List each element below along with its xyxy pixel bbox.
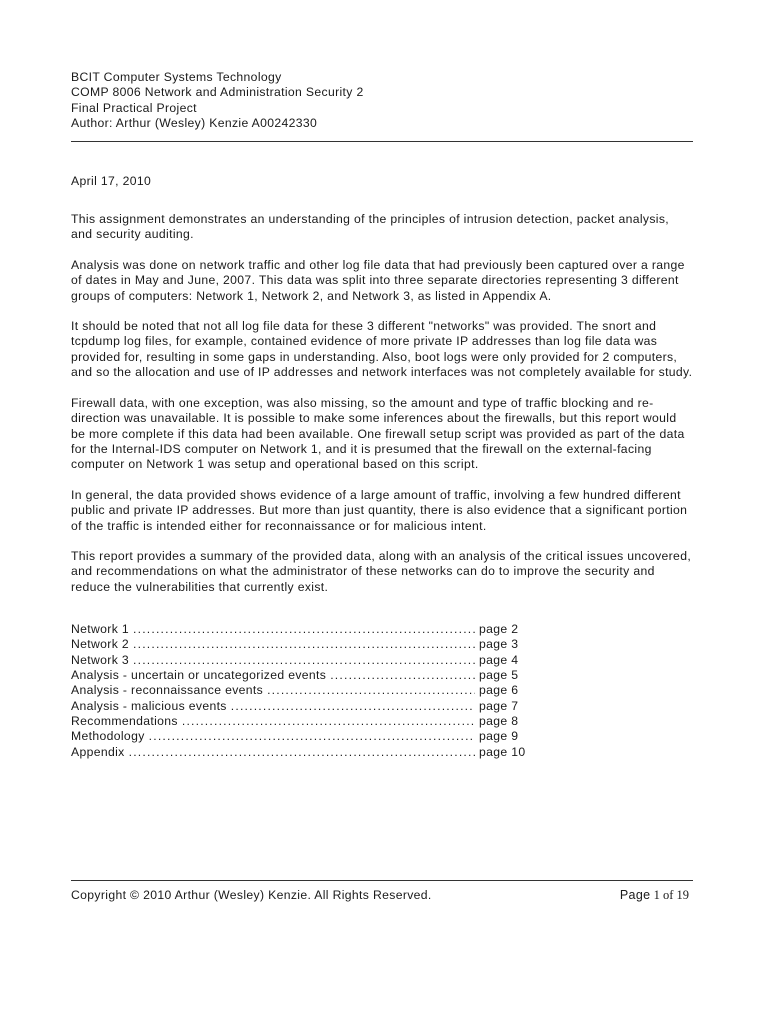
toc-entry-network-2 xyxy=(71,637,531,652)
page-label: Page xyxy=(619,888,651,902)
toc-leader xyxy=(129,745,475,760)
header-author: Author: Arthur (Wesley) Kenzie A00242330 xyxy=(71,116,318,131)
toc-page: page 3 xyxy=(479,637,519,652)
paragraph-general: In general, the data provided shows evidence of a large amount of traffic, involving a few hundred different public and private IP addresses. But more than just quantity, there is also evidence that a significant portion of the traffic is intended either for reconnaissance or for malicious intent. xyxy=(71,487,688,533)
header-course: COMP 8006 Network and Administration Security 2 xyxy=(71,85,364,100)
copyright-notice: Copyright © 2010 Arthur (Wesley) Kenzie. All Rights Reserved. xyxy=(71,888,432,902)
document-footer xyxy=(71,880,693,903)
toc-entry-network-3 xyxy=(71,653,531,668)
footer-divider xyxy=(71,880,693,881)
toc-page: page 9 xyxy=(479,729,519,744)
toc-page: page 8 xyxy=(479,713,519,728)
page-current: 1 xyxy=(653,888,660,902)
toc-label: Analysis - malicious events xyxy=(71,698,227,713)
header-institution: BCIT Computer Systems Technology xyxy=(71,70,282,84)
toc-entry-network-1 xyxy=(71,622,531,637)
toc-page: page 2 xyxy=(479,622,519,637)
toc-label: Analysis - uncertain or uncategorized events xyxy=(71,668,327,683)
toc-page: page 4 xyxy=(479,652,519,667)
toc-leader xyxy=(182,714,475,729)
toc-leader xyxy=(330,668,475,683)
toc-page: page 6 xyxy=(479,683,519,698)
toc-label: Recommendations xyxy=(71,713,178,728)
document-date: April 17, 2010 xyxy=(71,173,152,188)
toc-label: Network 3 xyxy=(71,652,130,667)
toc-label: Analysis - reconnaissance events xyxy=(71,683,264,698)
toc-page: page 7 xyxy=(479,698,519,713)
document-page xyxy=(71,70,693,772)
toc-leader xyxy=(133,622,475,637)
toc-entry-recommendations xyxy=(71,714,531,729)
page-of: of xyxy=(662,888,674,902)
paragraph-firewall: Firewall data, with one exception, was also missing, so the amount and type of traffic blocking and re-direction was unavailable. It is possible to make some inferences about the firewalls, but this report would be more complete if this data had been available. One firewall setup script was provided as part of the data for the Internal-IDS computer on Network 1, and it is presumed that the firewall on the external-facing computer on Network 1 was setup and operational based on this script. xyxy=(71,395,685,472)
toc-label: Methodology xyxy=(71,729,145,744)
toc-entry-appendix xyxy=(71,745,531,760)
toc-leader xyxy=(149,729,475,744)
toc-entry-analysis-reconnaissance xyxy=(71,683,531,698)
page-total: 19 xyxy=(676,888,689,902)
paragraph-intro: This assignment demonstrates an understanding of the principles of intrusion detection, packet analysis, and security auditing. xyxy=(71,212,670,242)
toc-label: Network 2 xyxy=(71,637,130,652)
toc-leader xyxy=(267,683,475,698)
toc-entry-analysis-uncertain xyxy=(71,668,531,683)
header-divider xyxy=(71,141,693,142)
toc-page: page 5 xyxy=(479,668,519,683)
page-number xyxy=(620,888,689,903)
toc-entry-analysis-malicious xyxy=(71,699,531,714)
table-of-contents xyxy=(71,622,531,760)
paragraph-summary: This report provides a summary of the provided data, along with an analysis of the critical issues uncovered, and recommendations on what the administrator of these networks can do to improve the security and reduce the vulnerabilities that currently exist. xyxy=(71,548,692,594)
toc-page: page 10 xyxy=(479,744,526,759)
toc-label: Appendix xyxy=(71,744,125,759)
toc-leader xyxy=(133,653,475,668)
header-project: Final Practical Project xyxy=(71,100,197,115)
paragraph-missing-logs: It should be noted that not all log file data for these 3 different "networks" was provided. The snort and tcpdump log files, for example, contained evidence of more private IP addresses than log file data was provided for, resulting in some gaps in understanding. Also, boot logs were only provided for 2 computers, and so the allocation and use of IP addresses and network interfaces was not completely available for study. xyxy=(71,319,693,380)
toc-entry-methodology xyxy=(71,729,531,744)
document-header xyxy=(71,70,693,132)
paragraph-analysis: Analysis was done on network traffic and other log file data that had previously been captured over a range of dates in May and June, 2007. This data was split into three separate directories representing 3 different groups of computers: Network 1, Network 2, and Network 3, as listed in Appendix A. xyxy=(71,257,685,303)
toc-leader xyxy=(231,699,475,714)
toc-label: Network 1 xyxy=(71,622,130,637)
toc-leader xyxy=(133,637,475,652)
footer-row xyxy=(71,888,693,903)
